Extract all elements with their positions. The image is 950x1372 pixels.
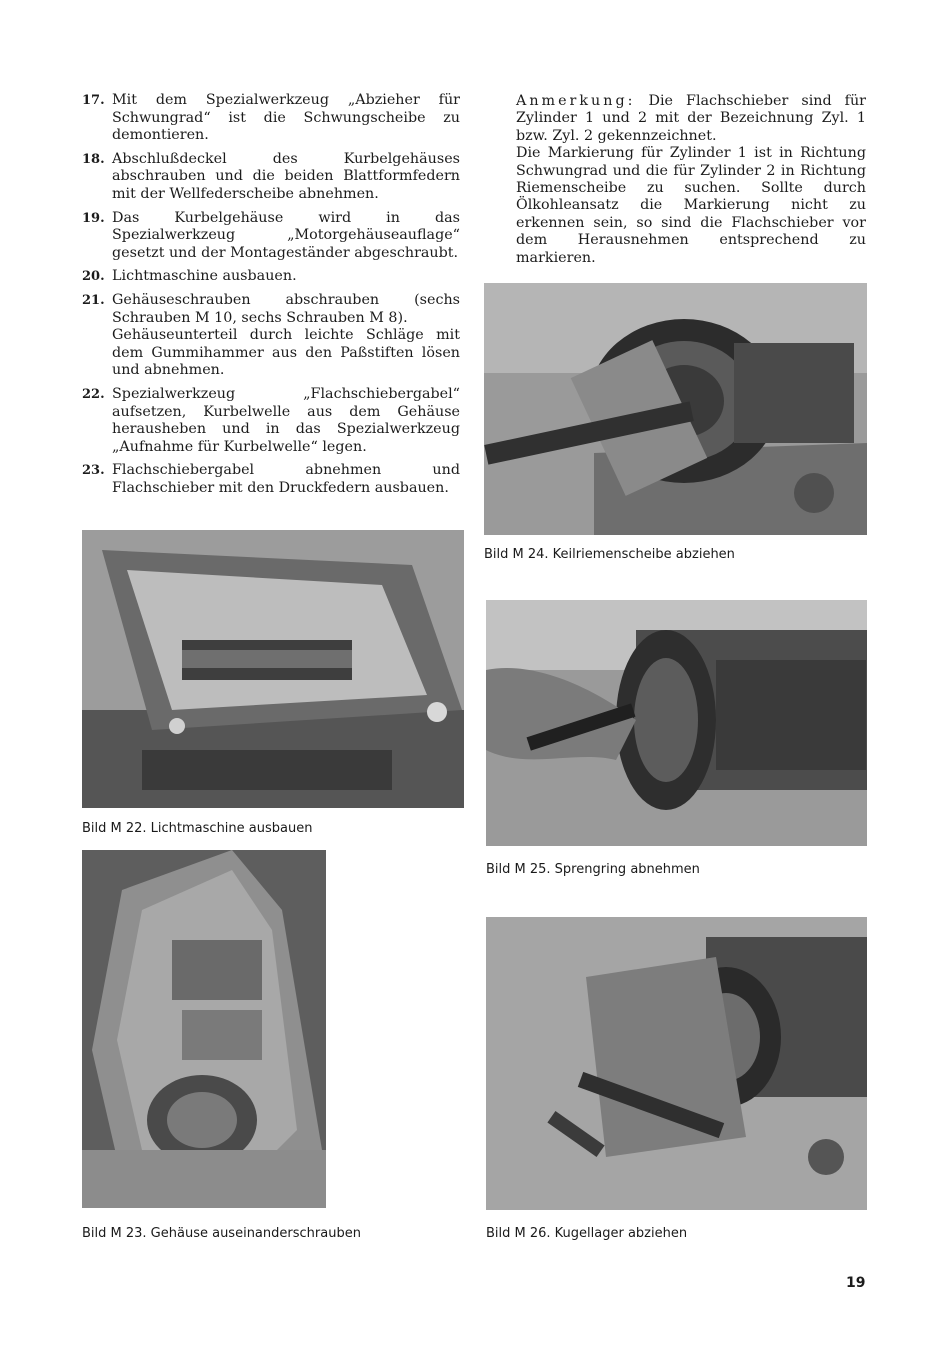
note-first-paragraph [516, 93, 866, 145]
step-17 [82, 92, 460, 145]
figure-m23-caption: Bild M 23. Gehäuse auseinanderschrauben [82, 1226, 361, 1241]
step-text: Mit dem Spezialwerkzeug „Abzieher für Schwungrad“ ist die Schwungscheibe zu demontieren. [112, 92, 460, 144]
note-text: Die Flachschieber sind für Zylinder 1 und 2 mit der Bezeichnung Zyl. 1 bzw. Zyl. 2 gekennzeichnet. [516, 93, 867, 144]
note-second-paragraph: Die Markierung für Zylinder 1 ist in Richtung Schwungrad und die für Zylinder 2 in Richtung Riemenscheibe zu suchen. Sollte durch Ölkohleansatz die Markierung nicht zu erkennen sein, so sind die Flachschieber vor dem Herausnehmen entsprechend zu markieren. [516, 145, 866, 266]
figure-m24-caption: Bild M 24. Keilriemenscheibe abziehen [484, 547, 735, 562]
step-number: 19. [82, 210, 105, 226]
step-number: 22. [82, 386, 105, 402]
instruction-steps [82, 92, 460, 503]
step-20 [82, 268, 460, 286]
figure-m26-photo [486, 917, 867, 1210]
step-number: 21. [82, 292, 105, 308]
figure-m25-caption: Bild M 25. Sprengring abnehmen [486, 862, 700, 877]
step-text: Spezialwerkzeug „Flachschiebergabel“ aufsetzen, Kurbelwelle aus dem Gehäuse herausheben und in das Spezialwerkzeug „Aufnahme für Kurbelwelle“ legen. [112, 385, 460, 455]
step-number: 17. [82, 93, 105, 108]
figure-m22-caption: Bild M 22. Lichtmaschine ausbauen [82, 821, 313, 836]
step-21 [82, 292, 460, 380]
step-number: 23. [82, 463, 105, 479]
snap-ring-removal-illustration [486, 600, 867, 846]
step-text: Das Kurbelgehäuse wird in das Spezialwerkzeug „Motorgehäuseauflage“ gesetzt und der Montageständer abgeschraubt. [112, 209, 460, 261]
pulley-puller-illustration [484, 283, 867, 535]
step-text: Gehäuseunterteil durch leichte Schläge mit dem Gummihammer aus den Paßstiften lösen und abnehmen. [112, 327, 460, 379]
step-text: Gehäuseschrauben abschrauben (sechs Schrauben M 10, sechs Schrauben M 8). [112, 291, 460, 326]
step-number: 18. [82, 151, 105, 167]
step-number: 20. [82, 269, 105, 285]
step-text: Lichtmaschine ausbauen. [112, 268, 297, 285]
bearing-puller-illustration [486, 917, 867, 1210]
figure-m24-photo [484, 283, 867, 535]
page-number: 19 [846, 1275, 866, 1291]
crankcase-illustration [82, 850, 326, 1208]
step-text: Flachschiebergabel abnehmen und Flachschieber mit den Druckfedern ausbauen. [112, 462, 460, 496]
note-label: Anmerkung: [516, 93, 636, 109]
figure-m26-caption: Bild M 26. Kugellager abziehen [486, 1226, 688, 1241]
step-23 [82, 462, 460, 497]
figure-m23-photo [82, 850, 326, 1208]
step-22 [82, 386, 460, 456]
note-block [516, 93, 866, 267]
figure-m22-photo [82, 530, 464, 808]
figure-m25-photo [486, 600, 867, 846]
step-18 [82, 151, 460, 204]
generator-removal-illustration [82, 530, 464, 808]
step-text: Abschlußdeckel des Kurbelgehäuses abschrauben und die beiden Blattformfedern mit der Wellfederscheibe abnehmen. [112, 150, 460, 202]
step-19 [82, 210, 460, 263]
